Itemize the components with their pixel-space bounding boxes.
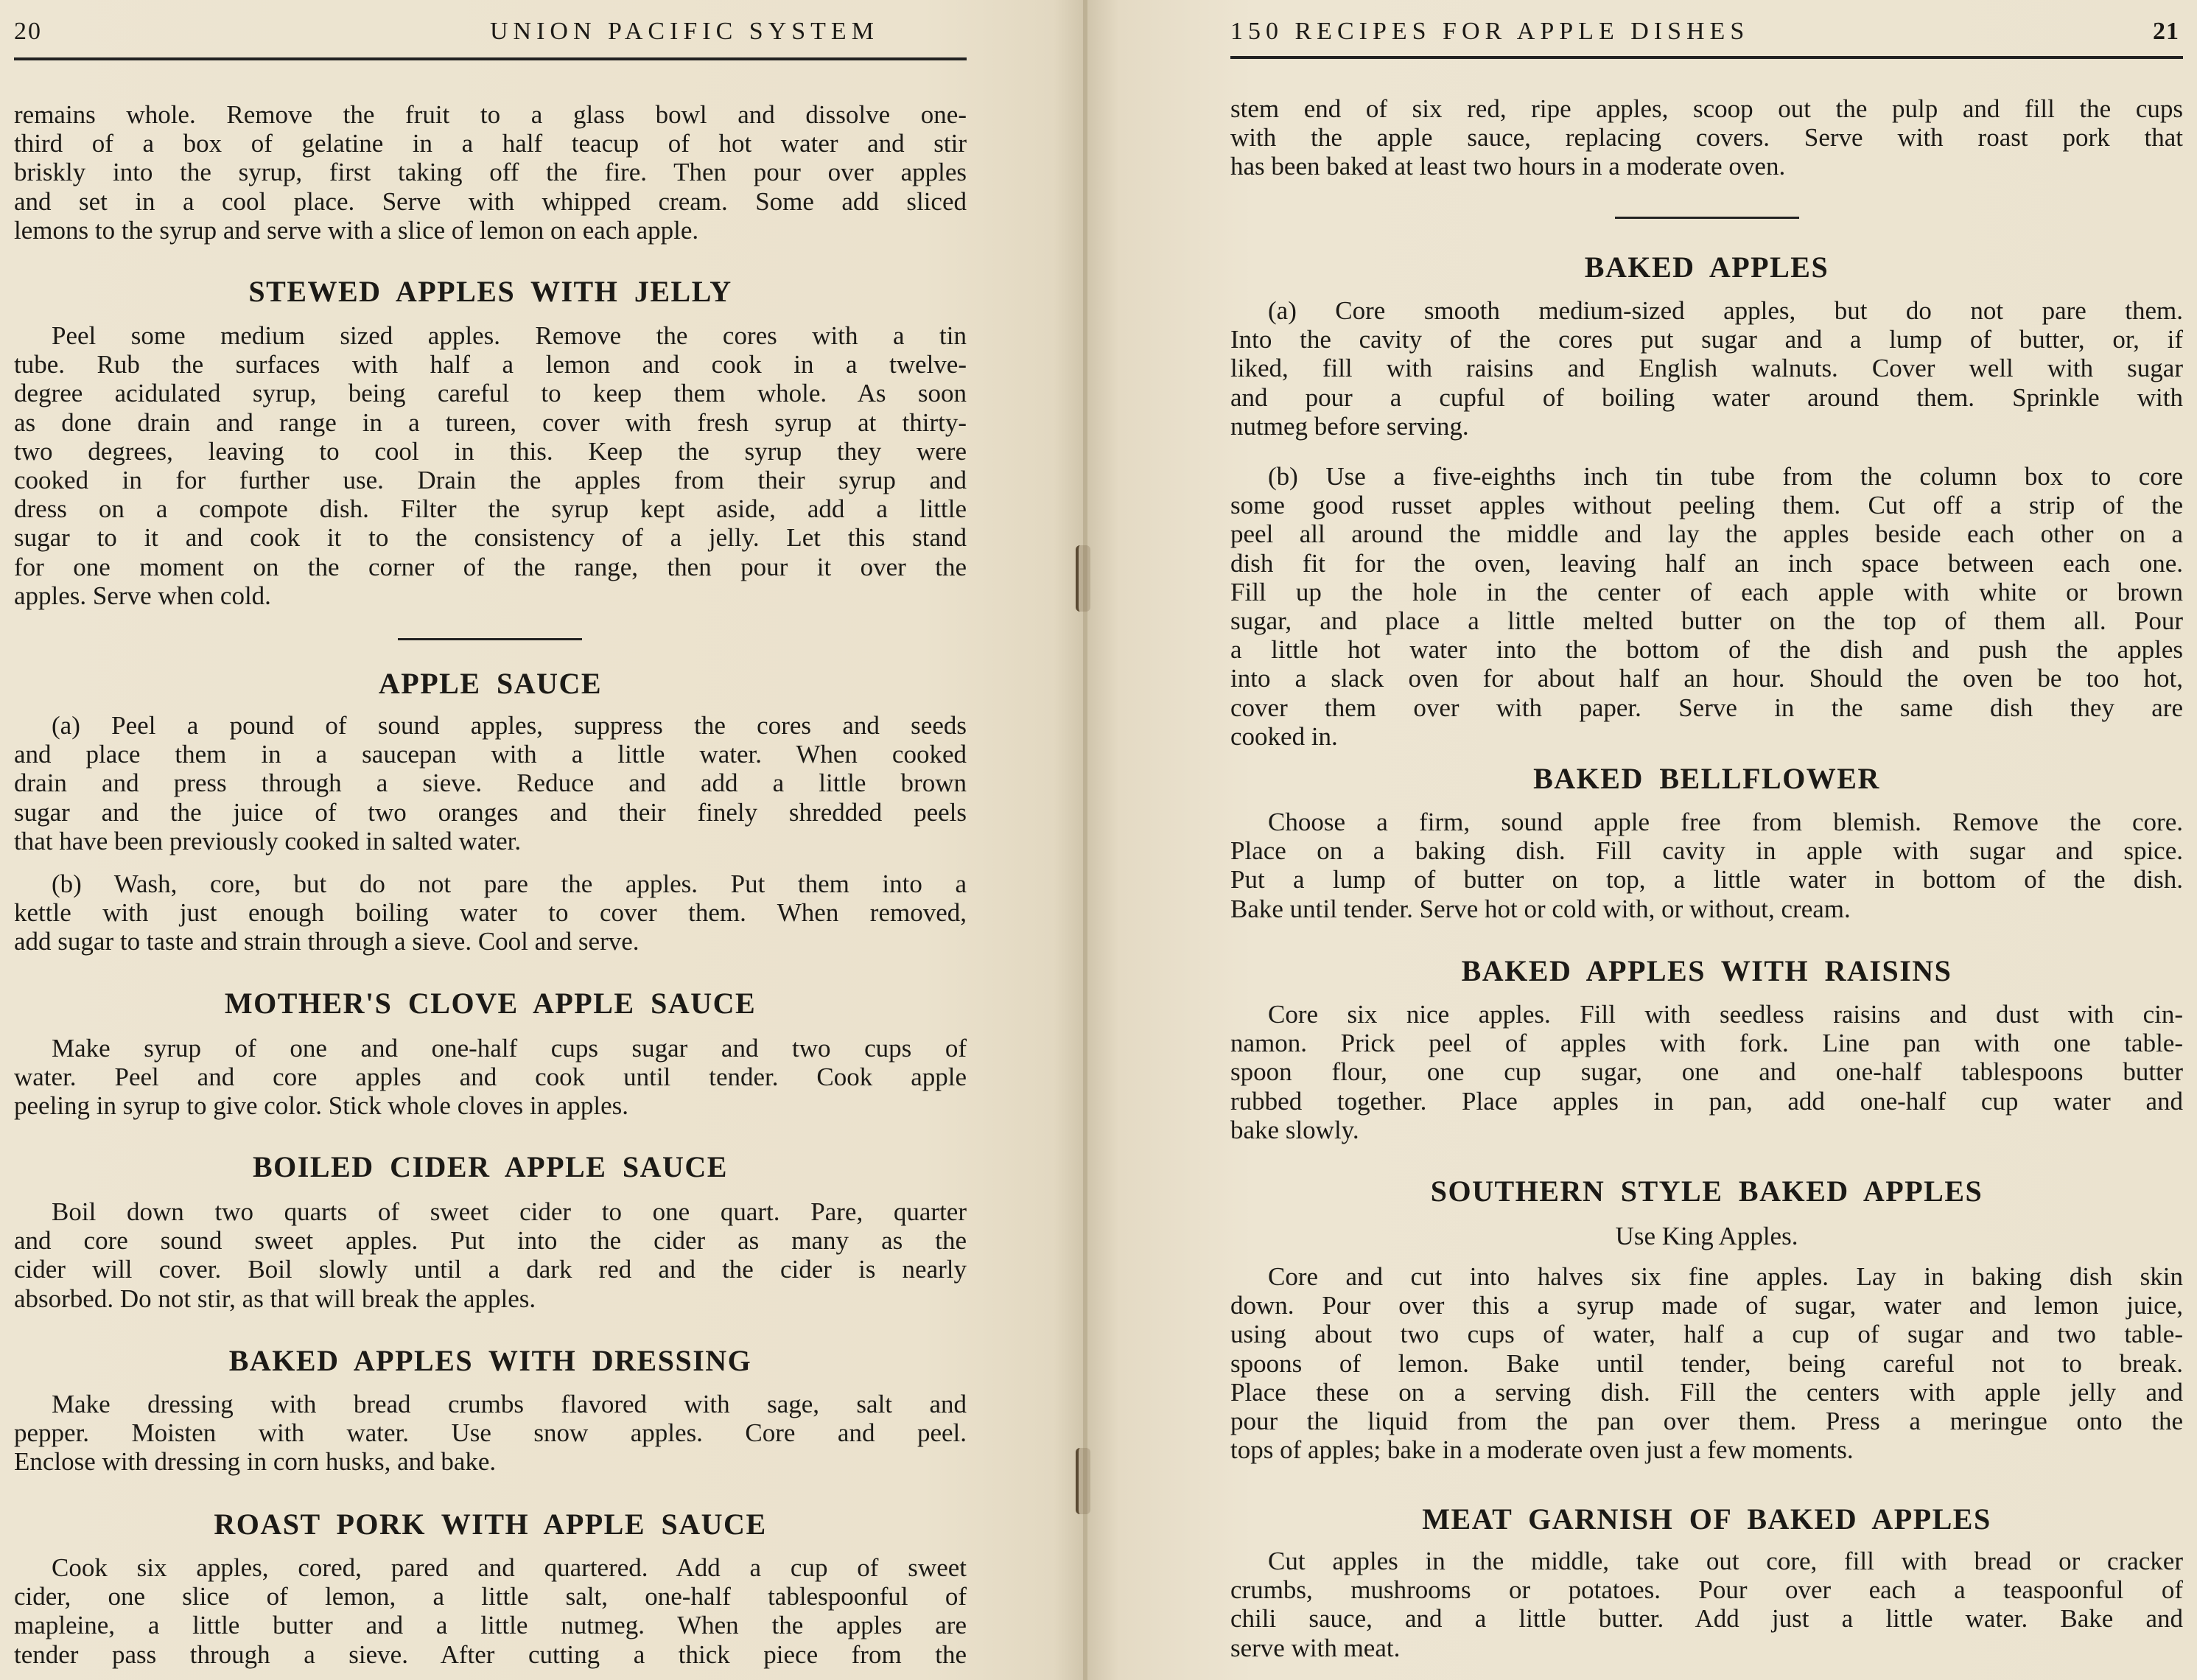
text-line: liked, fill with raisins and English walnuts. Cover well with sugar — [1230, 354, 2183, 383]
text-line: tube. Rub the surfaces with half a lemon and cook in a twelve- — [14, 350, 967, 379]
recipe-title: BAKED APPLES WITH RAISINS — [1461, 954, 1952, 987]
paragraph — [14, 711, 967, 855]
text-line: namon. Prick peel of apples with fork. Line pan with one table- — [1230, 1029, 2183, 1058]
section-rule — [398, 638, 582, 640]
page-number: 21 — [2153, 18, 2179, 45]
text-line: has been baked at least two hours in a moderate oven. — [1230, 152, 1786, 181]
text-line: Peel some medium sized apples. Remove the cores with a tin — [52, 321, 967, 350]
text-line: peeling in syrup to give color. Stick whole cloves in apples. — [14, 1091, 629, 1121]
text-line: (b) Use a five-eighths inch tin tube from the column box to core — [1268, 462, 2183, 491]
text-line: remains whole. Remove the fruit to a glass bowl and dissolve one- — [14, 100, 967, 129]
paragraph — [14, 321, 967, 610]
text-line: bake slowly. — [1230, 1115, 1359, 1144]
text-line: as done drain and range in a tureen, cover with fresh syrup at thirty- — [14, 407, 967, 437]
text-line: Core six nice apples. Fill with seedless raisins and dust with cin- — [1268, 1000, 2183, 1029]
paragraph — [14, 1553, 967, 1669]
text-line: tops of apples; bake in a moderate oven just a few moments. — [1230, 1435, 1854, 1465]
paragraph — [1230, 94, 2183, 181]
text-line: Fill up the hole in the center of each apple with white or brown — [1230, 577, 2183, 606]
paragraph — [14, 100, 967, 245]
text-line: cider will cover. Boil slowly until a dark red and the cider is nearly — [14, 1255, 967, 1284]
paragraph — [14, 1034, 967, 1121]
text-line: Make dressing with bread crumbs flavored with sage, salt and — [52, 1390, 967, 1418]
recipe-title: SOUTHERN STYLE BAKED APPLES — [1430, 1175, 1983, 1208]
recipe-title: MOTHER'S CLOVE APPLE SAUCE — [224, 987, 757, 1020]
text-line: dress on a compote dish. Filter the syrup kept aside, add a little — [14, 494, 967, 524]
recipe-title: MEAT GARNISH OF BAKED APPLES — [1422, 1502, 1991, 1536]
text-line: degree acidulated syrup, being careful to keep them whole. As soon — [14, 379, 967, 408]
paragraph — [1230, 808, 2183, 923]
text-line: sugar, and place a little melted butter on the top of them all. Pour — [1230, 606, 2183, 635]
text-line: lemons to the syrup and serve with a slice of lemon on each apple. — [14, 215, 699, 245]
text-line: Cook six apples, cored, pared and quartered. Add a cup of sweet — [52, 1553, 967, 1582]
book-fold — [1083, 0, 1087, 1680]
text-line: sugar to it and cook it to the consistency of a jelly. Let this stand — [14, 523, 967, 553]
recipe-title: BAKED APPLES WITH DRESSING — [228, 1344, 752, 1377]
text-line: drain and press through a sieve. Reduce and add a little brown — [14, 769, 967, 798]
text-line: cooked in. — [1230, 721, 1338, 751]
text-line: Place on a baking dish. Fill cavity in apple with sugar and spice. — [1230, 836, 2183, 866]
text-line: water. Peel and core apples and cook until tender. Cook apple — [14, 1063, 967, 1092]
text-line: (a) Peel a pound of sound apples, suppress the cores and seeds — [52, 711, 967, 740]
paragraph — [14, 869, 967, 956]
text-line: mapleine, a little butter and a little nutmeg. When the apples are — [14, 1611, 967, 1640]
text-line: Bake until tender. Serve hot or cold with, or without, cream. — [1230, 894, 1851, 923]
text-line: a little hot water into the bottom of the dish and push the apples — [1230, 635, 2183, 665]
text-line: cider, one slice of lemon, a little salt, one-half tablespoonful of — [14, 1582, 967, 1611]
text-line: briskly into the syrup, first taking off the fire. Then pour over apples — [14, 158, 967, 187]
text-line: with the apple sauce, replacing covers. Serve with roast pork that — [1230, 123, 2183, 153]
right-page — [1086, 0, 2197, 1680]
text-line: using about two cups of water, half a cup of sugar and two table- — [1230, 1320, 2183, 1349]
text-line: for one moment on the corner of the range, then pour it over the — [14, 552, 967, 581]
text-line: and core sound sweet apples. Put into the cider as many as the — [14, 1226, 967, 1256]
text-line: sugar and the juice of two oranges and their finely shredded peels — [14, 797, 967, 827]
text-line: apples. Serve when cold. — [14, 581, 271, 610]
recipe-title: ROAST PORK WITH APPLE SAUCE — [214, 1508, 767, 1541]
text-line: Place these on a serving dish. Fill the centers with apple jelly and — [1230, 1377, 2183, 1407]
page-number: 20 — [14, 18, 42, 45]
text-line: Cut apples in the middle, take out core, fill with bread or cracker — [1268, 1547, 2183, 1575]
staple — [1076, 1448, 1090, 1514]
text-line: Make syrup of one and one-half cups sugar and two cups of — [52, 1034, 967, 1063]
text-line: pour the liquid from the pan over them. Press a meringue onto the — [1230, 1406, 2183, 1435]
text-line: and pour a cupful of boiling water around them. Sprinkle with — [1230, 382, 2183, 412]
text-line: absorbed. Do not stir, as that will break the apples. — [14, 1284, 536, 1313]
text-line: cover them over with paper. Serve in the same dish they are — [1230, 693, 2183, 722]
text-line: into a slack oven for about half an hour. Should the oven be too hot, — [1230, 664, 2183, 693]
recipe-subtitle: Use King Apples. — [1615, 1222, 1798, 1250]
text-line: tender pass through a sieve. After cutting a thick piece from the — [14, 1639, 967, 1669]
running-head: 150 RECIPES FOR APPLE DISHES — [1230, 18, 1750, 45]
text-line: some good russet apples without peeling them. Cut off a strip of the — [1230, 491, 2183, 520]
section-rule — [1615, 217, 1799, 219]
text-line: add sugar to taste and strain through a sieve. Cool and serve. — [14, 927, 640, 956]
recipe-title: BAKED APPLES — [1584, 251, 1829, 284]
text-line: Enclose with dressing in corn husks, and bake. — [14, 1447, 497, 1477]
paragraph — [1230, 1547, 2183, 1662]
text-line: kettle with just enough boiling water to cover them. When removed, — [14, 898, 967, 928]
text-line: Boil down two quarts of sweet cider to one quart. Pare, quarter — [52, 1197, 967, 1226]
staple — [1076, 545, 1090, 612]
text-line: Core and cut into halves six fine apples. Lay in baking dish skin — [1268, 1262, 2183, 1291]
paragraph — [1230, 296, 2183, 441]
header-rule — [14, 57, 967, 60]
text-line: crumbs, mushrooms or potatoes. Pour over each a teaspoonful of — [1230, 1575, 2183, 1605]
text-line: serve with meat. — [1230, 1633, 1401, 1662]
header-rule — [1230, 56, 2183, 59]
paragraph — [14, 1390, 967, 1477]
text-line: dish fit for the oven, leaving half an inch space between each one. — [1230, 548, 2183, 578]
text-line: Choose a firm, sound apple free from blemish. Remove the core. — [1268, 808, 2183, 836]
text-line: (a) Core smooth medium-sized apples, but do not pare them. — [1268, 296, 2183, 325]
paragraph — [14, 1197, 967, 1313]
recipe-title: STEWED APPLES WITH JELLY — [248, 275, 732, 308]
text-line: peel all around the middle and lay the apples beside each other on a — [1230, 519, 2183, 549]
paragraph — [1230, 462, 2183, 751]
text-line: cooked in for further use. Drain the apples from their syrup and — [14, 465, 967, 494]
recipe-title: BAKED BELLFLOWER — [1533, 762, 1880, 795]
running-head: UNION PACIFIC SYSTEM — [490, 18, 879, 45]
text-line: stem end of six red, ripe apples, scoop out the pulp and fill the cups — [1230, 94, 2183, 123]
text-line: that have been previously cooked in salted water. — [14, 826, 522, 855]
recipe-title: BOILED CIDER APPLE SAUCE — [252, 1150, 728, 1183]
left-page — [0, 0, 1086, 1680]
text-line: chili sauce, and a little butter. Add just a little water. Bake and — [1230, 1604, 2183, 1634]
paragraph — [1230, 1000, 2183, 1144]
text-line: and place them in a saucepan with a little water. When cooked — [14, 740, 967, 769]
text-line: pepper. Moisten with water. Use snow apples. Core and peel. — [14, 1418, 967, 1448]
text-line: spoons of lemon. Bake until tender, being careful not to break. — [1230, 1348, 2183, 1378]
text-line: spoon flour, one cup sugar, one and one-half tablespoons butter — [1230, 1057, 2183, 1087]
text-line: Into the cavity of the cores put sugar and a lump of butter, or, if — [1230, 325, 2183, 354]
text-line: two degrees, leaving to cool in this. Keep the syrup they were — [14, 436, 967, 466]
text-line: down. Pour over this a syrup made of sugar, water and lemon juice, — [1230, 1291, 2183, 1320]
recipe-title: APPLE SAUCE — [378, 667, 603, 700]
text-line: Put a lump of butter on top, a little water in bottom of the dish. — [1230, 865, 2183, 895]
text-line: and set in a cool place. Serve with whipped cream. Some add sliced — [14, 186, 967, 216]
text-line: third of a box of gelatine in a half teacup of hot water and stir — [14, 129, 967, 158]
text-line: (b) Wash, core, but do not pare the apples. Put them into a — [52, 869, 967, 898]
paragraph — [1230, 1262, 2183, 1464]
text-line: nutmeg before serving. — [1230, 411, 1469, 441]
text-line: rubbed together. Place apples in pan, add one-half cup water and — [1230, 1086, 2183, 1116]
